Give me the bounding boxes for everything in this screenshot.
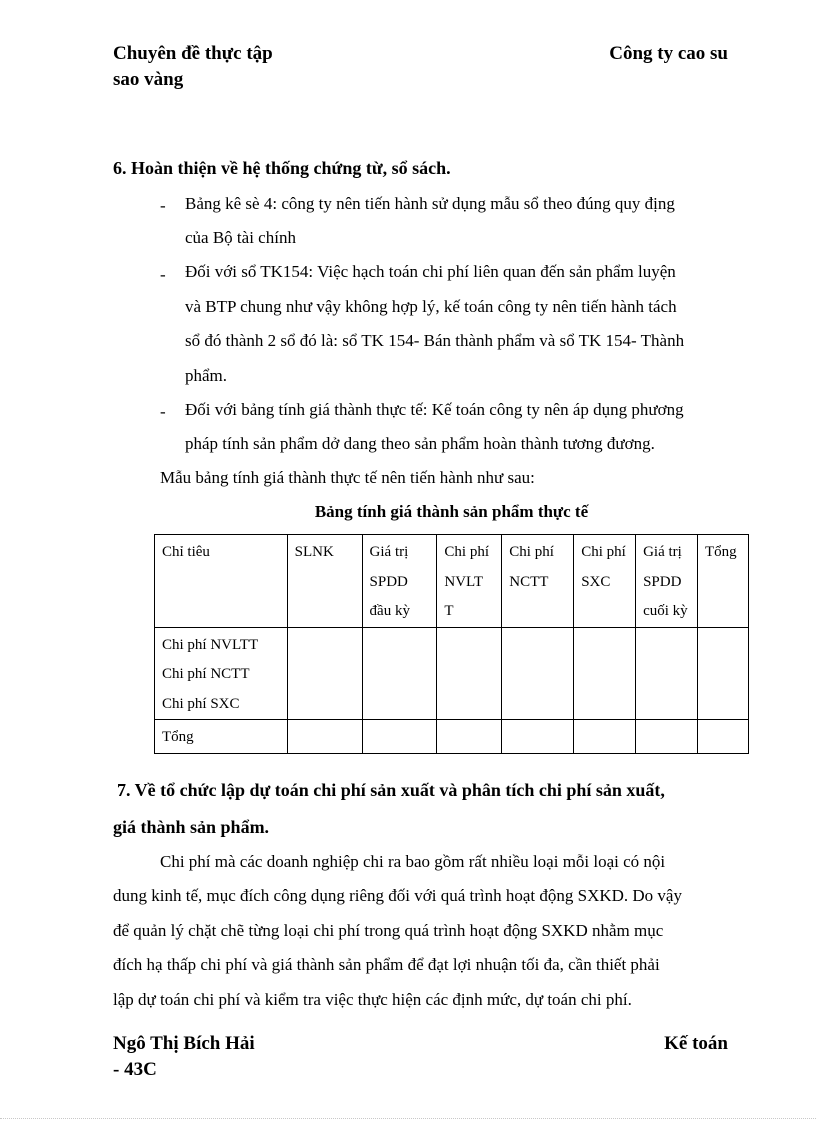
table-cell <box>574 720 636 754</box>
total-label: Tổng <box>155 720 288 754</box>
section7-heading-line2: giá thành sản phẩm. <box>113 817 270 837</box>
table-intro: Mẫu bảng tính giá thành thực tế nên tiến hành như sau: <box>160 468 535 487</box>
footer-class: - 43C <box>113 1059 157 1080</box>
paragraph-line: dung kinh tế, mục đích công dụng riêng đối với quá trình hoạt động SXKD. Do vậy <box>113 886 682 905</box>
bullet2-line4: phẩm. <box>185 366 228 385</box>
row-label: Chi phí SXC <box>162 695 240 712</box>
bullet2-line1: Đối với sổ TK154: Việc hạch toán chi phí liên quan đến sản phẩm luyện <box>185 262 676 281</box>
bullet1-line1: Bảng kê sè 4: công ty nên tiến hành sử dụng mẫu sổ theo đúng quy địng <box>185 194 675 213</box>
bullet-dash: - <box>160 196 166 215</box>
table-cell <box>636 720 698 754</box>
row-label: Chi phí NVLTT <box>162 636 259 653</box>
table-cell <box>362 720 437 754</box>
table-cell <box>502 627 574 720</box>
page-bottom-border <box>0 1118 816 1119</box>
header-cell: Chi phí NCTT <box>502 535 574 628</box>
table-header-row <box>155 535 749 628</box>
bullet2-line2: và BTP chung như vậy không hợp lý, kế toán công ty nên tiến hành tách <box>185 297 677 316</box>
bullet1-line2: của Bộ tài chính <box>185 228 296 247</box>
row-label: Chi phí NCTT <box>162 666 250 682</box>
table-cell <box>287 627 362 720</box>
paragraph-line: để quản lý chặt chẽ từng loại chi phí trong quá trình hoạt động SXKD nhằm mục <box>113 921 664 940</box>
table-cell <box>698 720 749 754</box>
header-company: Công ty cao su <box>609 43 728 64</box>
header-cell: Chỉ tiêu <box>155 535 288 628</box>
table-total-row <box>155 720 749 754</box>
table-title: Bảng tính giá thành sản phẩm thực tế <box>314 502 589 521</box>
header-company-cont: sao vàng <box>113 69 184 90</box>
cost-table <box>154 534 749 754</box>
table-cell <box>287 720 362 754</box>
header-cell: Chi phí SXC <box>574 535 636 628</box>
paragraph-line: lập dự toán chi phí và kiểm tra việc thực hiện các định mức, dự toán chi phí. <box>113 990 632 1009</box>
table-cell <box>502 720 574 754</box>
bullet3-line2: pháp tính sản phẩm dở dang theo sản phẩm hoàn thành tương đương. <box>185 434 655 453</box>
paragraph-line: đích hạ thấp chi phí và giá thành sản phẩm để đạt lợi nhuận tối đa, cần thiết phải <box>113 955 660 974</box>
header-cell: SLNK <box>287 535 362 628</box>
table-row <box>155 627 749 720</box>
bullet3-line1: Đối với bảng tính giá thành thực tế: Kế toán công ty nên áp dụng phương <box>185 400 684 419</box>
header-cell: Tổng <box>698 535 749 628</box>
table-cell <box>574 627 636 720</box>
footer-author: Ngô Thị Bích Hải <box>113 1033 255 1054</box>
table-cell <box>437 720 502 754</box>
paragraph-line: Chi phí mà các doanh nghiệp chi ra bao gồm rất nhiều loại mỗi loại có nội <box>160 852 666 871</box>
header-cell: Chi phí NVLT T <box>437 535 502 628</box>
section6-heading: 6. Hoàn thiện về hệ thống chứng từ, sổ sách. <box>113 158 451 178</box>
header-cell: Giá trị SPDD cuối kỳ <box>636 535 698 628</box>
section7-heading-line1: 7. Về tổ chức lập dự toán chi phí sản xuất và phân tích chi phí sản xuất, <box>117 780 665 800</box>
footer-department: Kế toán <box>664 1033 728 1054</box>
header-cell: Giá trị SPDD đầu kỳ <box>362 535 437 628</box>
table-cell <box>636 627 698 720</box>
table-cell <box>362 627 437 720</box>
header-title: Chuyên đề thực tập <box>113 43 273 64</box>
bullet2-line3: sổ đó thành 2 sổ đó là: sổ TK 154- Bán thành phẩm và sổ TK 154- Thành <box>185 331 685 350</box>
bullet-dash: - <box>160 265 166 284</box>
table-cell <box>698 627 749 720</box>
row-label-cell <box>155 627 288 720</box>
table-cell <box>437 627 502 720</box>
bullet-dash: - <box>160 402 166 421</box>
